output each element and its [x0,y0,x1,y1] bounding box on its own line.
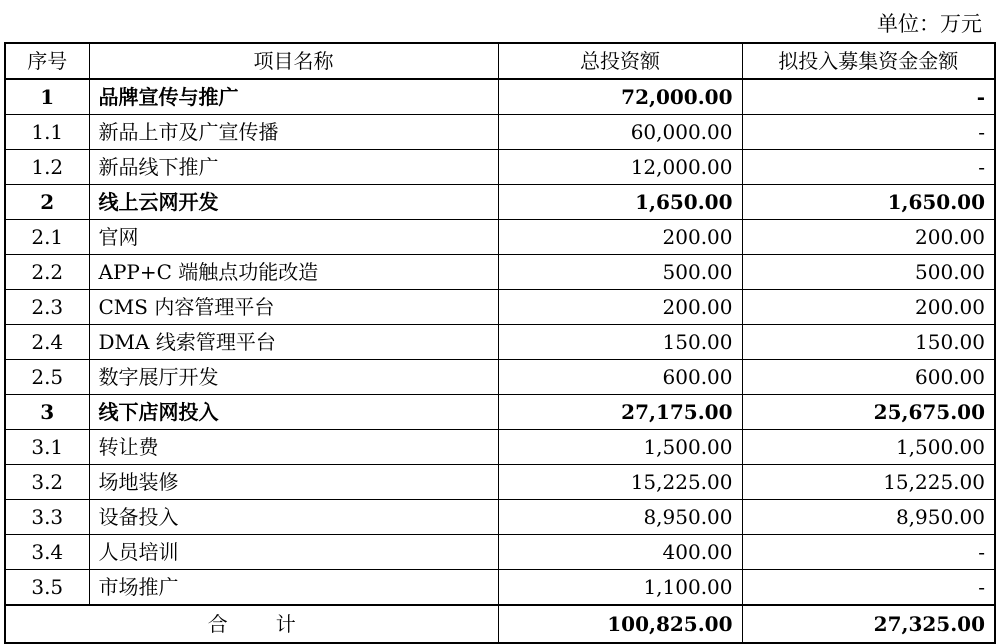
table-row [5,430,995,465]
row-raised-funds: 600.00 [742,360,995,395]
row-raised-funds: - [742,570,995,606]
row-total-investment: 8,950.00 [498,500,742,535]
total-investment-sum: 100,825.00 [498,605,742,643]
row-index: 3.1 [5,430,89,465]
row-raised-funds: 150.00 [742,325,995,360]
row-raised-funds: 1,500.00 [742,430,995,465]
row-raised-funds: 200.00 [742,220,995,255]
row-total-investment: 12,000.00 [498,150,742,185]
row-project-name: 新品上市及广宣传播 [89,115,498,150]
row-raised-funds: - [742,115,995,150]
table-row [5,360,995,395]
row-index: 1.1 [5,115,89,150]
header-total-investment: 总投资额 [498,43,742,79]
total-label-right: 计 [275,612,296,636]
total-label [5,605,498,643]
header-index: 序号 [5,43,89,79]
row-total-investment: 15,225.00 [498,465,742,500]
row-project-name: 设备投入 [89,500,498,535]
total-row [5,605,995,643]
row-total-investment: 150.00 [498,325,742,360]
table-row [5,150,995,185]
row-index: 2.1 [5,220,89,255]
row-raised-funds: - [742,150,995,185]
row-index: 2 [5,185,89,220]
row-total-investment: 60,000.00 [498,115,742,150]
row-raised-funds: 500.00 [742,255,995,290]
row-index: 3 [5,395,89,430]
row-total-investment: 500.00 [498,255,742,290]
table-header-row [5,43,995,79]
table-row [5,395,995,430]
row-total-investment: 200.00 [498,220,742,255]
table-row [5,500,995,535]
table-body [5,79,995,605]
table-row [5,325,995,360]
row-index: 2.5 [5,360,89,395]
row-total-investment: 1,650.00 [498,185,742,220]
row-index: 3.4 [5,535,89,570]
row-index: 3.2 [5,465,89,500]
row-project-name: APP+C 端触点功能改造 [89,255,498,290]
row-index: 3.3 [5,500,89,535]
row-index: 2.3 [5,290,89,325]
row-raised-funds: 15,225.00 [742,465,995,500]
table-row [5,220,995,255]
row-raised-funds: 200.00 [742,290,995,325]
table-row [5,185,995,220]
row-raised-funds: 25,675.00 [742,395,995,430]
table-row [5,535,995,570]
table-row [5,290,995,325]
investment-table [4,42,996,644]
table-row [5,255,995,290]
table-row [5,465,995,500]
row-project-name: 线上云网开发 [89,185,498,220]
row-index: 3.5 [5,570,89,606]
row-index: 1.2 [5,150,89,185]
row-total-investment: 600.00 [498,360,742,395]
total-raised-sum: 27,325.00 [742,605,995,643]
row-project-name: 人员培训 [89,535,498,570]
row-total-investment: 72,000.00 [498,79,742,115]
row-project-name: CMS 内容管理平台 [89,290,498,325]
row-project-name: 场地装修 [89,465,498,500]
row-total-investment: 200.00 [498,290,742,325]
row-total-investment: 27,175.00 [498,395,742,430]
row-project-name: 数字展厅开发 [89,360,498,395]
table-row [5,570,995,606]
row-project-name: 转让费 [89,430,498,465]
row-index: 1 [5,79,89,115]
row-project-name: DMA 线索管理平台 [89,325,498,360]
row-project-name: 市场推广 [89,570,498,606]
row-raised-funds: 8,950.00 [742,500,995,535]
table-row [5,79,995,115]
row-project-name: 品牌宣传与推广 [89,79,498,115]
row-raised-funds: - [742,535,995,570]
header-project-name: 项目名称 [89,43,498,79]
row-project-name: 新品线下推广 [89,150,498,185]
row-index: 2.4 [5,325,89,360]
row-index: 2.2 [5,255,89,290]
table-row [5,115,995,150]
row-total-investment: 1,100.00 [498,570,742,606]
row-total-investment: 1,500.00 [498,430,742,465]
row-project-name: 线下店网投入 [89,395,498,430]
header-raised-funds: 拟投入募集资金金额 [742,43,995,79]
unit-label: 单位：万元 [877,12,982,36]
row-raised-funds: 1,650.00 [742,185,995,220]
row-total-investment: 400.00 [498,535,742,570]
total-label-left: 合 [207,612,228,636]
row-project-name: 官网 [89,220,498,255]
row-raised-funds: - [742,79,995,115]
